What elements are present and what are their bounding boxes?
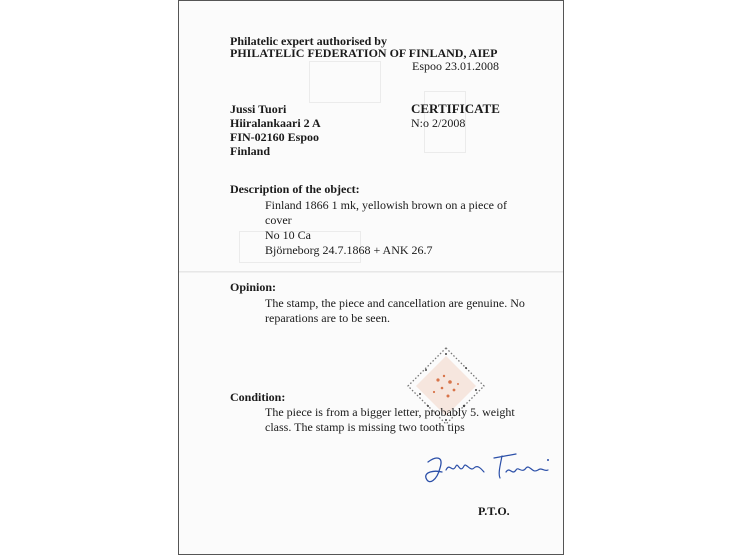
condition-line: class. The stamp is missing two tooth tips [265,420,465,434]
federation-title: PHILATELIC FEDERATION OF FINLAND, AIEP [230,46,498,60]
description-heading: Description of the object: [230,182,360,196]
opinion-line: The stamp, the piece and cancellation are genuine. No [265,296,525,310]
expert-street: Hiiralankaari 2 A [230,116,321,130]
expert-postal: FIN-02160 Espoo [230,130,320,144]
description-line: Björneborg 24.7.1868 + ANK 26.7 [265,243,433,257]
authority-line: Philatelic expert authorised by [230,34,387,48]
certificate-title: CERTIFICATE [411,101,500,116]
place-date: Espoo 23.01.2008 [412,59,499,73]
paper-fold-line [179,271,563,273]
description-line: cover [265,213,292,227]
pto-note: P.T.O. [478,504,510,518]
opinion-line: reparations are to be seen. [265,311,390,325]
condition-heading: Condition: [230,390,286,404]
expert-signature [420,448,555,490]
show-through-mark [309,61,381,103]
opinion-heading: Opinion: [230,280,277,294]
description-line: No 10 Ca [265,228,311,242]
description-line: Finland 1866 1 mk, yellowish brown on a piece of [265,198,507,212]
expert-country: Finland [230,144,271,158]
expert-name: Jussi Tuori [230,102,287,116]
condition-line: The piece is from a bigger letter, probably 5. weight [265,405,515,419]
certificate-number: N:o 2/2008 [411,116,466,130]
